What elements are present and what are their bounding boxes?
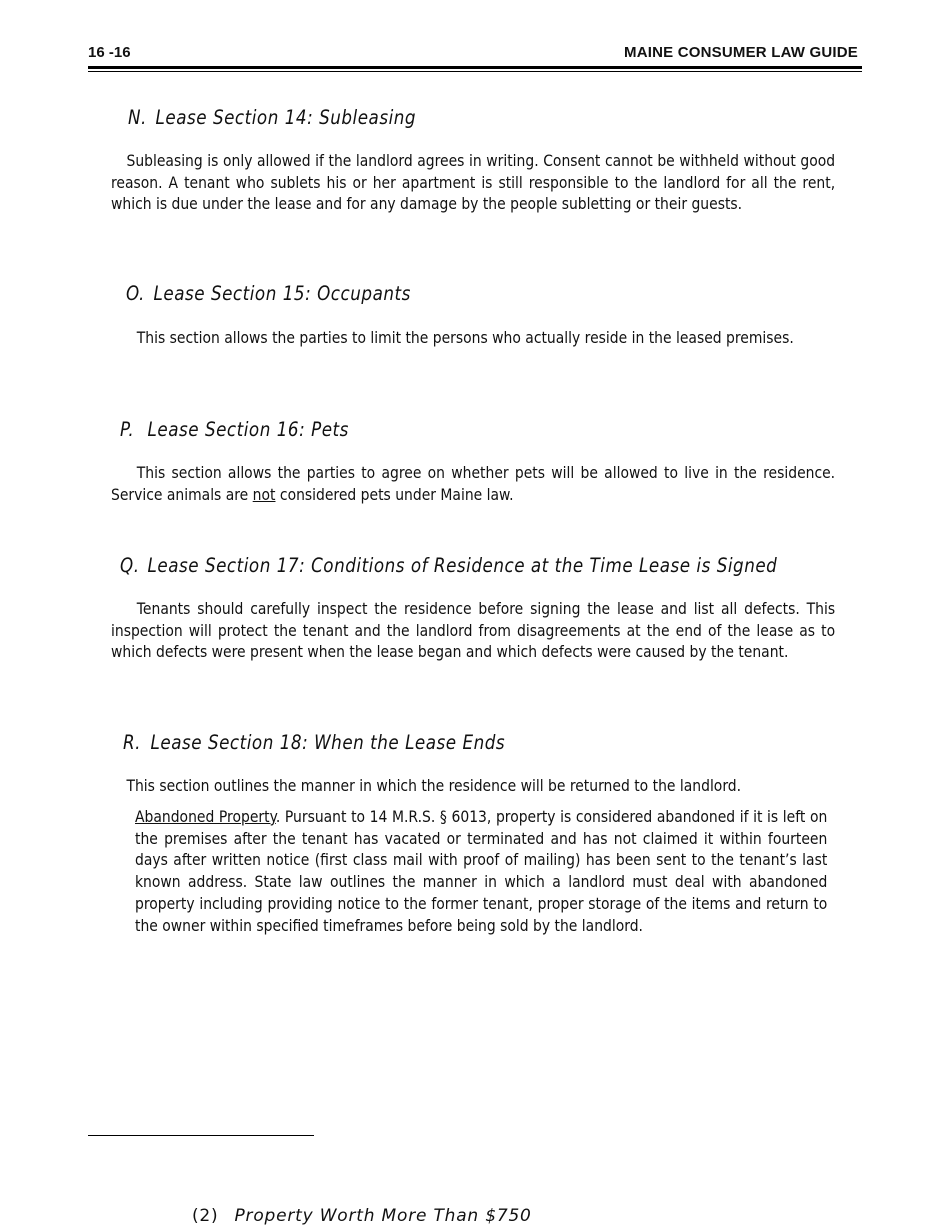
section-title: Lease Section 18: When the Lease Ends [150, 731, 506, 754]
header-rule-thick [88, 66, 862, 69]
section-body-q [111, 598, 835, 663]
emphasis-not: not [252, 484, 276, 504]
section-letter: R. [123, 731, 142, 754]
header-rule-thin [88, 71, 862, 72]
page-header [88, 44, 860, 74]
section-heading-o [126, 282, 411, 305]
page-number: 16 -16 [88, 44, 131, 61]
section-body-p [111, 462, 835, 505]
section-letter: P. [120, 418, 135, 441]
abandoned-property-label: Abandoned Property [135, 807, 276, 826]
section-text: This section allows the parties to limit the persons who actually reside in the leased premises. [136, 328, 794, 347]
abandoned-property-text [135, 806, 827, 936]
footnote-rule [88, 1135, 314, 1136]
section-letter: N. [128, 106, 147, 129]
section-text: Subleasing is only allowed if the landlord agrees in writing. Consent cannot be withheld without good reason. A tenant who sublets his or her apartment is still responsible to the landlord for all the rent, which is due under the lease and for any damage by the people subletting or their guests. [111, 151, 836, 214]
subsection-number: (2) [192, 1206, 219, 1226]
section-heading-p [120, 418, 349, 441]
section-text: Tenants should carefully inspect the residence before signing the lease and list all defects. This inspection will protect the tenant and the landlord from disagreements at the end of the lease as to which defects were present when the lease began and which defects were caused by the tenant. [111, 599, 836, 662]
section-title: Lease Section 16: Pets [147, 418, 349, 441]
section-text-after: considered pets under Maine law. [275, 484, 514, 504]
section-heading-n [128, 106, 416, 129]
section-heading-q [120, 554, 777, 577]
section-body-r [111, 775, 835, 797]
section-body-o [111, 327, 835, 349]
section-text-before: This section allows the parties to agree on whether pets will be allowed to live in the residence. Service animals are [111, 463, 836, 504]
subsection-title: Property Worth More Than $750 [234, 1206, 532, 1226]
abandoned-property-paragraph [135, 806, 827, 936]
section-text [111, 462, 835, 505]
abandoned-property-body: . Pursuant to 14 M.R.S. § 6013, property is considered abandoned if it is left on the premises after the tenant has vacated or terminated and has not claimed it within fourteen days after written notice (first class mail with proof of mailing) has been sent to the tenant’s last known address. State law outlines the manner in which a landlord must deal with abandoned property including providing notice to the former tenant, proper storage of the items and return to the owner within specified timeframes before being sold by the landlord. [135, 807, 828, 935]
section-letter: O. [126, 282, 145, 305]
next-subsection-heading [192, 1206, 532, 1226]
section-body-n [111, 150, 835, 215]
guide-title: MAINE CONSUMER LAW GUIDE [624, 44, 858, 61]
section-title: Lease Section 17: Conditions of Residence at the Time Lease is Signed [147, 554, 778, 577]
section-title: Lease Section 14: Subleasing [155, 106, 417, 129]
section-letter: Q. [120, 554, 140, 577]
section-text: This section outlines the manner in which the residence will be returned to the landlord. [126, 776, 742, 795]
section-heading-r [123, 731, 505, 754]
section-title: Lease Section 15: Occupants [153, 282, 411, 305]
